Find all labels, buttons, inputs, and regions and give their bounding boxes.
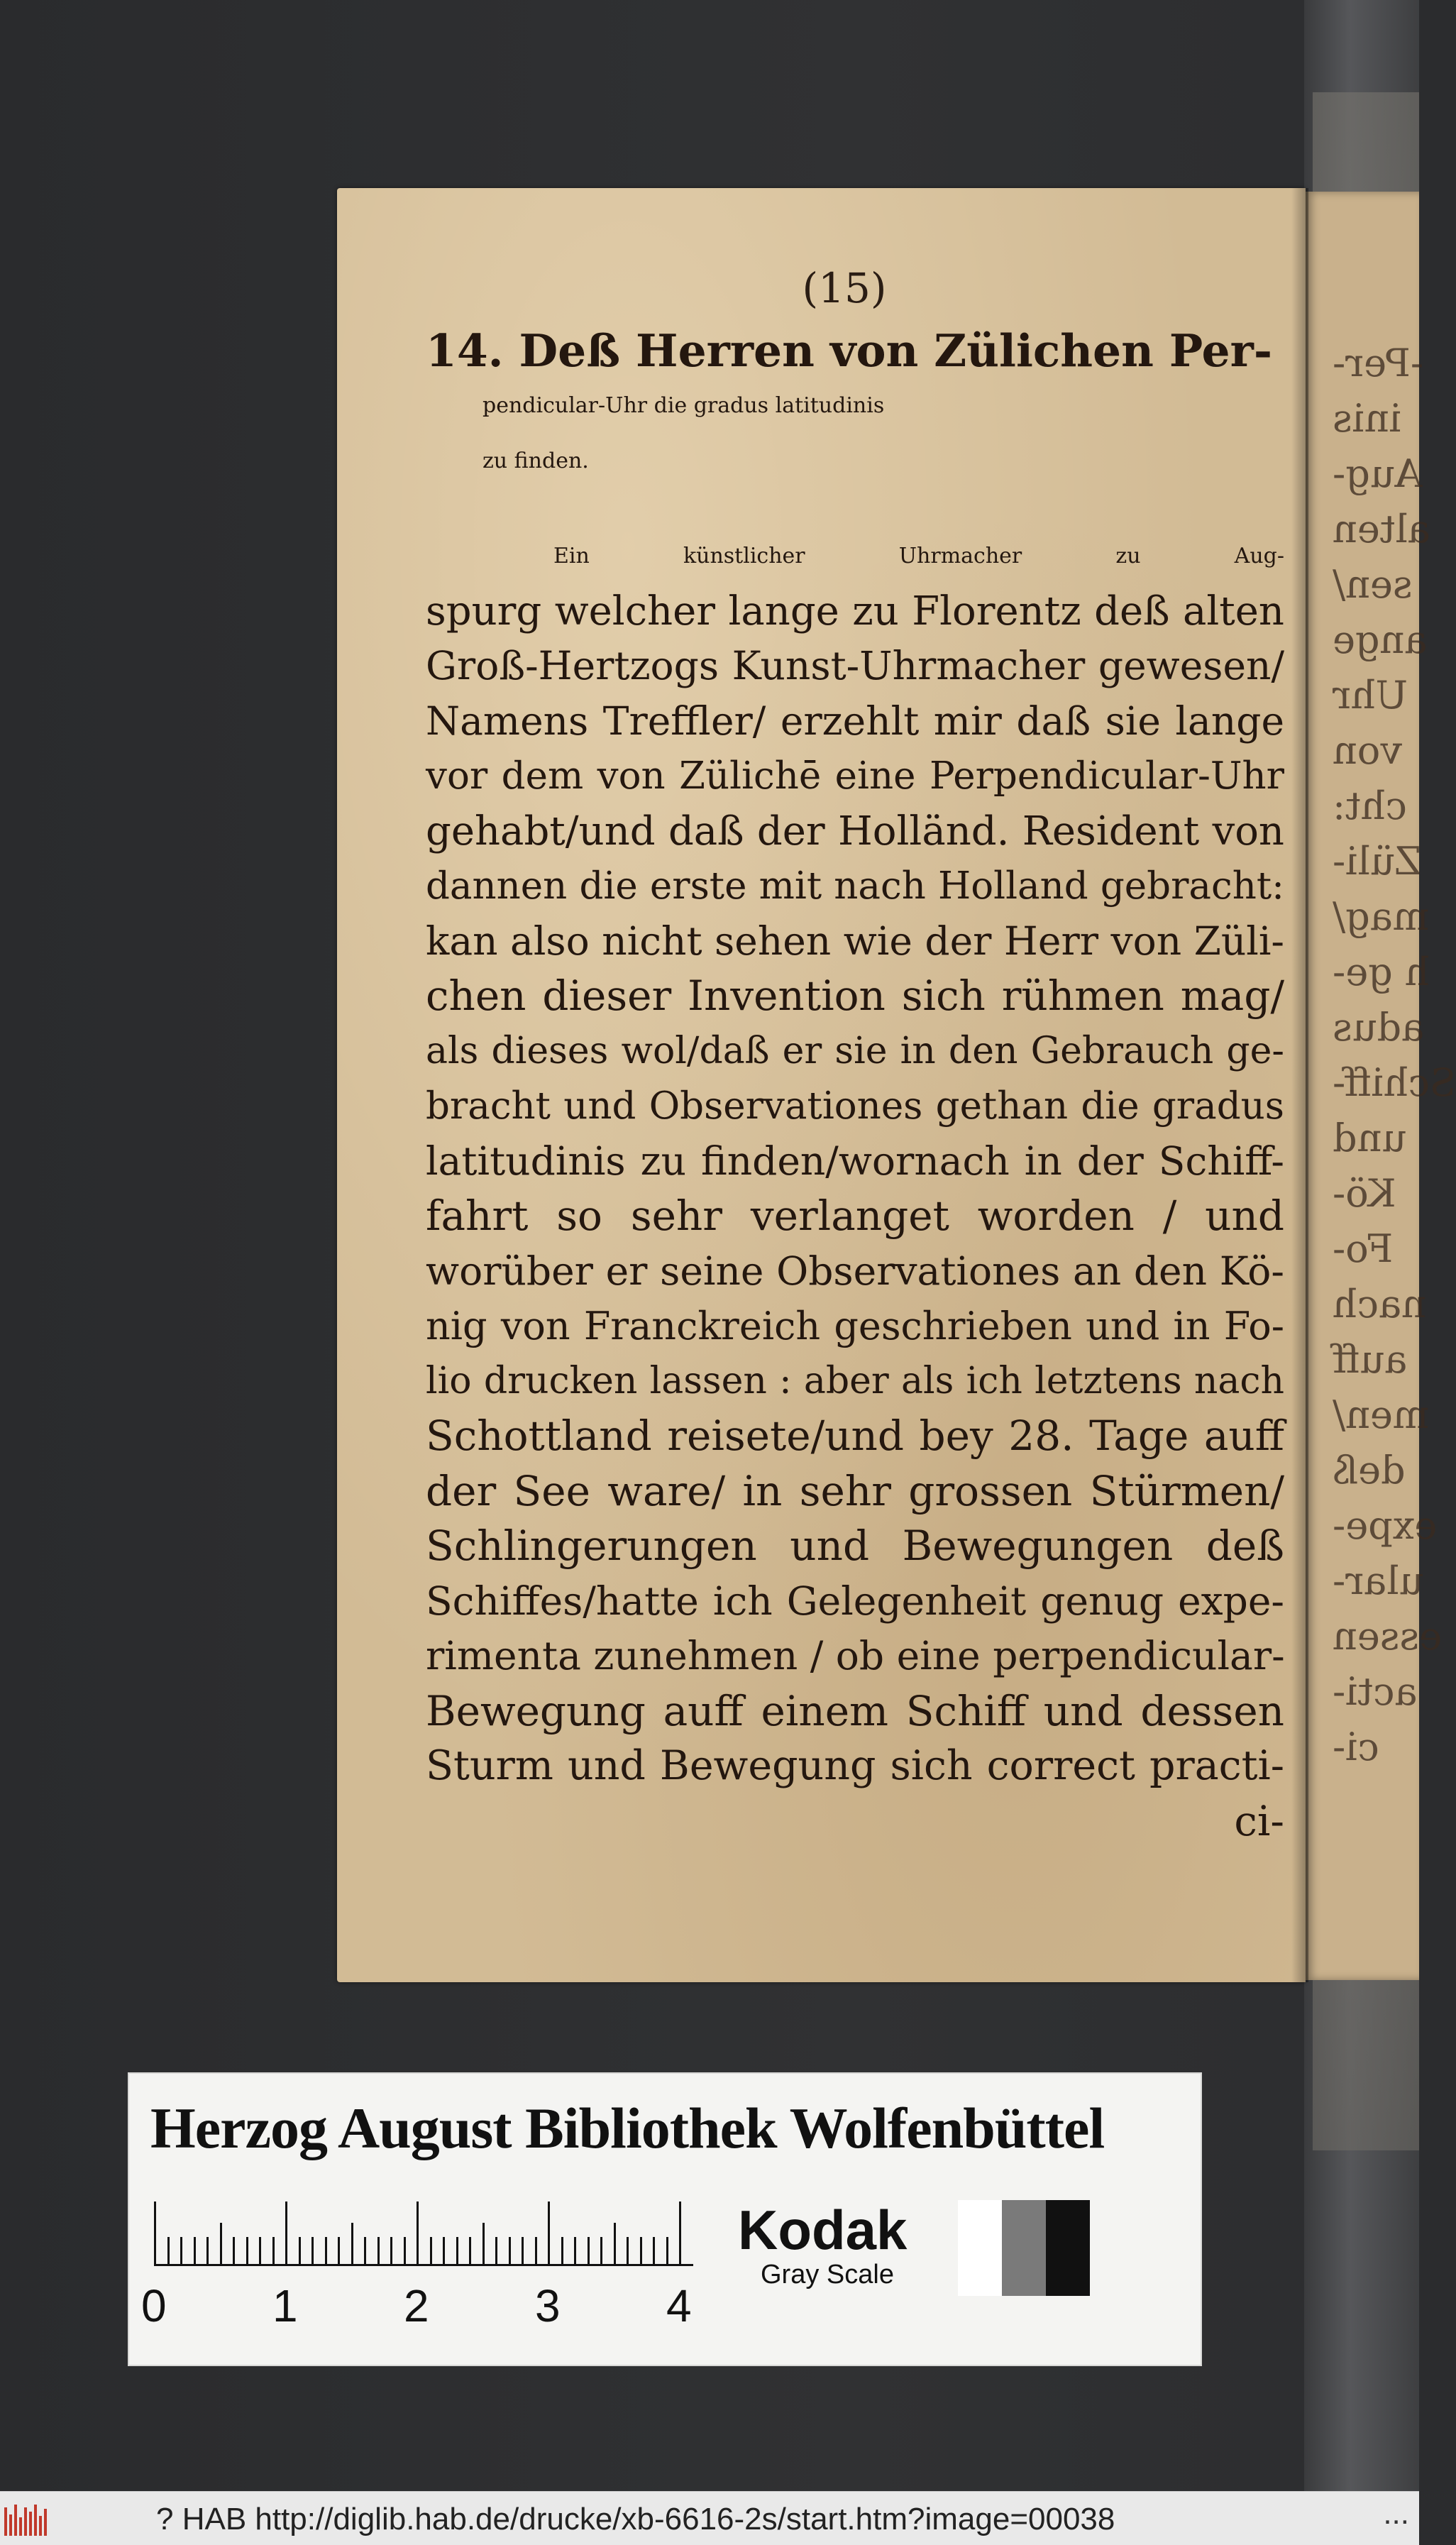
ruler-tick (456, 2237, 458, 2265)
text-line: Groß-Hertzogs Kunst-Uhrmacher gewesen/ (426, 643, 1284, 688)
text-line: nig von Franckreich geschrieben und in Fo- (426, 1304, 1284, 1348)
gray-scale-label: Gray Scale (761, 2260, 894, 2290)
gray-swatches (958, 2200, 1090, 2296)
ruler-tick (522, 2237, 524, 2265)
ruler-tick (600, 2237, 602, 2265)
heading-line: 14. Deß Herren von Zülichen Per- (426, 324, 1272, 377)
ruler-tick (574, 2237, 576, 2265)
ruler-tick (351, 2223, 353, 2265)
adjacent-page-fragment: alten (1333, 507, 1430, 551)
ruler-number: 3 (535, 2280, 561, 2331)
ruler-tick (469, 2237, 471, 2265)
ruler-tick (377, 2237, 380, 2265)
ruler-tick (509, 2237, 511, 2265)
adjacent-page-fragment: Kö- (1333, 1171, 1396, 1216)
text-line: ci- (1234, 1796, 1284, 1845)
text-line: Sturm und Bewegung sich correct practi- (426, 1742, 1284, 1789)
ruler-tick (679, 2202, 681, 2265)
ruler-tick (246, 2237, 248, 2265)
text-line: lio drucken lassen : aber als ich letztens nach (426, 1359, 1284, 1402)
adjacent-page-fragment: acti- (1333, 1669, 1418, 1714)
adjacent-page-fragment: men/ (1333, 1392, 1430, 1437)
gray-swatch (958, 2200, 1002, 2296)
ruler-tick (653, 2237, 655, 2265)
ruler-tick (325, 2237, 327, 2265)
ruler-number: 1 (272, 2280, 298, 2331)
ruler-tick (206, 2237, 209, 2265)
ruler-tick (390, 2237, 392, 2265)
text-line: worüber er seine Observationes an den Kö- (426, 1248, 1284, 1294)
ruler-tick (285, 2202, 287, 2265)
adjacent-page-fragment: Schiff- (1333, 1060, 1456, 1105)
ruler-tick (311, 2237, 314, 2265)
ruler-tick (666, 2237, 668, 2265)
adjacent-page-fragment: -Per- (1333, 341, 1424, 385)
adjacent-page-fragment: ci- (1333, 1725, 1379, 1769)
ruler-tick (561, 2237, 563, 2265)
ruler-tick (495, 2237, 497, 2265)
adjacent-page-fragment: deß (1333, 1448, 1406, 1493)
ruler-tick (548, 2202, 550, 2265)
text-line: spurg welcher lange zu Florentz deß alten (426, 588, 1284, 634)
adjacent-page-fragment: Züli- (1333, 839, 1422, 884)
ruler (154, 2202, 693, 2265)
ruler-tick (338, 2237, 340, 2265)
ruler-tick (299, 2237, 301, 2265)
ruler-tick (627, 2237, 629, 2265)
heading-line: pendicular-Uhr die gradus latitudinis (482, 393, 885, 418)
library-name: Herzog August Bibliothek Wolfenbüttel (150, 2096, 1105, 2160)
adjacent-page-fragment: sen/ (1333, 562, 1413, 607)
ruler-tick (535, 2237, 537, 2265)
ruler-tick (430, 2237, 432, 2265)
page-url[interactable]: ? HAB http://diglib.hab.de/drucke/xb-6616-2s/start.htm?image=00038 (156, 2502, 1115, 2536)
text-line: gehabt/und daß der Holländ. Resident von (426, 808, 1284, 854)
ruler-tick (220, 2223, 222, 2265)
kodak-logo: Kodak (738, 2199, 908, 2261)
ruler-tick (233, 2237, 235, 2265)
adjacent-page-fragment: nach (1333, 1282, 1426, 1326)
ruler-tick (154, 2202, 156, 2265)
text-line: als dieses wol/daß er sie in den Gebrauch ge- (426, 1029, 1284, 1072)
text-line: Bewegung auff einem Schiff und dessen (426, 1686, 1284, 1735)
adjacent-page-fragment: von (1333, 728, 1402, 773)
gray-swatch (1002, 2200, 1046, 2296)
text-line: Schlingerungen und Bewegungen deß (426, 1522, 1284, 1570)
body-text (426, 529, 1284, 1849)
adjacent-page-fragment: adus (1333, 1005, 1425, 1050)
adjacent-page-fragment: Fo- (1333, 1226, 1394, 1271)
ruler-number: 0 (141, 2280, 167, 2331)
ruler-tick (272, 2237, 275, 2265)
ruler-tick (588, 2237, 590, 2265)
adjacent-page-fragment: Aug- (1333, 451, 1423, 496)
ruler-tick (614, 2223, 616, 2265)
ruler-tick (194, 2237, 196, 2265)
ruler-number: 2 (404, 2280, 429, 2331)
text-line: Schottland reisete/und bey 28. Tage auff (426, 1412, 1284, 1460)
text-line: Namens Treffler/ erzehlt mir daß sie lange (426, 698, 1284, 744)
text-line: chen dieser Invention sich rühmen mag/ (426, 972, 1284, 1020)
section-heading (426, 323, 1284, 489)
ruler-tick (443, 2237, 445, 2265)
status-bar (0, 2491, 1419, 2545)
ruler-tick (364, 2237, 366, 2265)
text-line: bracht und Observationes gethan die gradus (426, 1084, 1284, 1128)
adjacent-page-fragment: ange (1333, 617, 1428, 662)
adjacent-page-fragment: mag/ (1333, 894, 1430, 939)
text-line: Ein künstlicher Uhrmacher zu Aug- (553, 544, 1284, 568)
adjacent-page-fragment: und (1333, 1116, 1407, 1160)
text-line: der See ware/ in sehr grossen Stürmen/ (426, 1466, 1284, 1515)
adjacent-page-fragment: expe- (1333, 1503, 1438, 1548)
adjacent-page-fragment: essen (1333, 1614, 1443, 1659)
ruler-baseline (154, 2264, 693, 2266)
adjacent-page-fragment: Uhr (1333, 673, 1408, 718)
text-line: latitudinis zu finden/wornach in der Schiff- (426, 1138, 1284, 1184)
text-line: dannen die erste mit nach Holland gebracht: (426, 864, 1284, 908)
text-line: rimenta zunehmen / ob eine perpendicular- (426, 1633, 1285, 1678)
adjacent-page-fragment: auff (1333, 1337, 1408, 1382)
adjacent-page-fragment: ular- (1333, 1559, 1424, 1603)
ruler-number: 4 (666, 2280, 692, 2331)
ruler-tick (180, 2237, 182, 2265)
gray-swatch (1046, 2200, 1090, 2296)
ruler-tick (482, 2223, 485, 2265)
heading-line: zu finden. (482, 449, 589, 473)
text-line: Schiffes/hatte ich Gelegenheit genug expe- (426, 1578, 1284, 1624)
ruler-tick (417, 2202, 419, 2265)
ruler-tick (259, 2237, 261, 2265)
barcode-icon (4, 2502, 54, 2536)
text-line: fahrt so sehr verlanget worden / und (426, 1192, 1284, 1240)
ruler-tick (167, 2237, 170, 2265)
page-number: (15) (802, 264, 887, 312)
adjacent-page (1306, 192, 1456, 1980)
page-gutter (1291, 188, 1308, 1982)
ruler-tick (404, 2237, 406, 2265)
ruler-tick (640, 2237, 642, 2265)
color-target-card (128, 2072, 1202, 2366)
adjacent-page-fragment: cht: (1333, 784, 1407, 828)
text-line: vor dem von Zülichē eine Perpendicular-Uhr (426, 754, 1284, 798)
text-line: kan also nicht sehen wie der Herr von Züli- (426, 918, 1284, 964)
adjacent-page-fragment: inis (1333, 396, 1402, 441)
adjacent-page-fragment: h ge- (1333, 950, 1430, 994)
more-icon[interactable]: ... (1383, 2496, 1409, 2531)
